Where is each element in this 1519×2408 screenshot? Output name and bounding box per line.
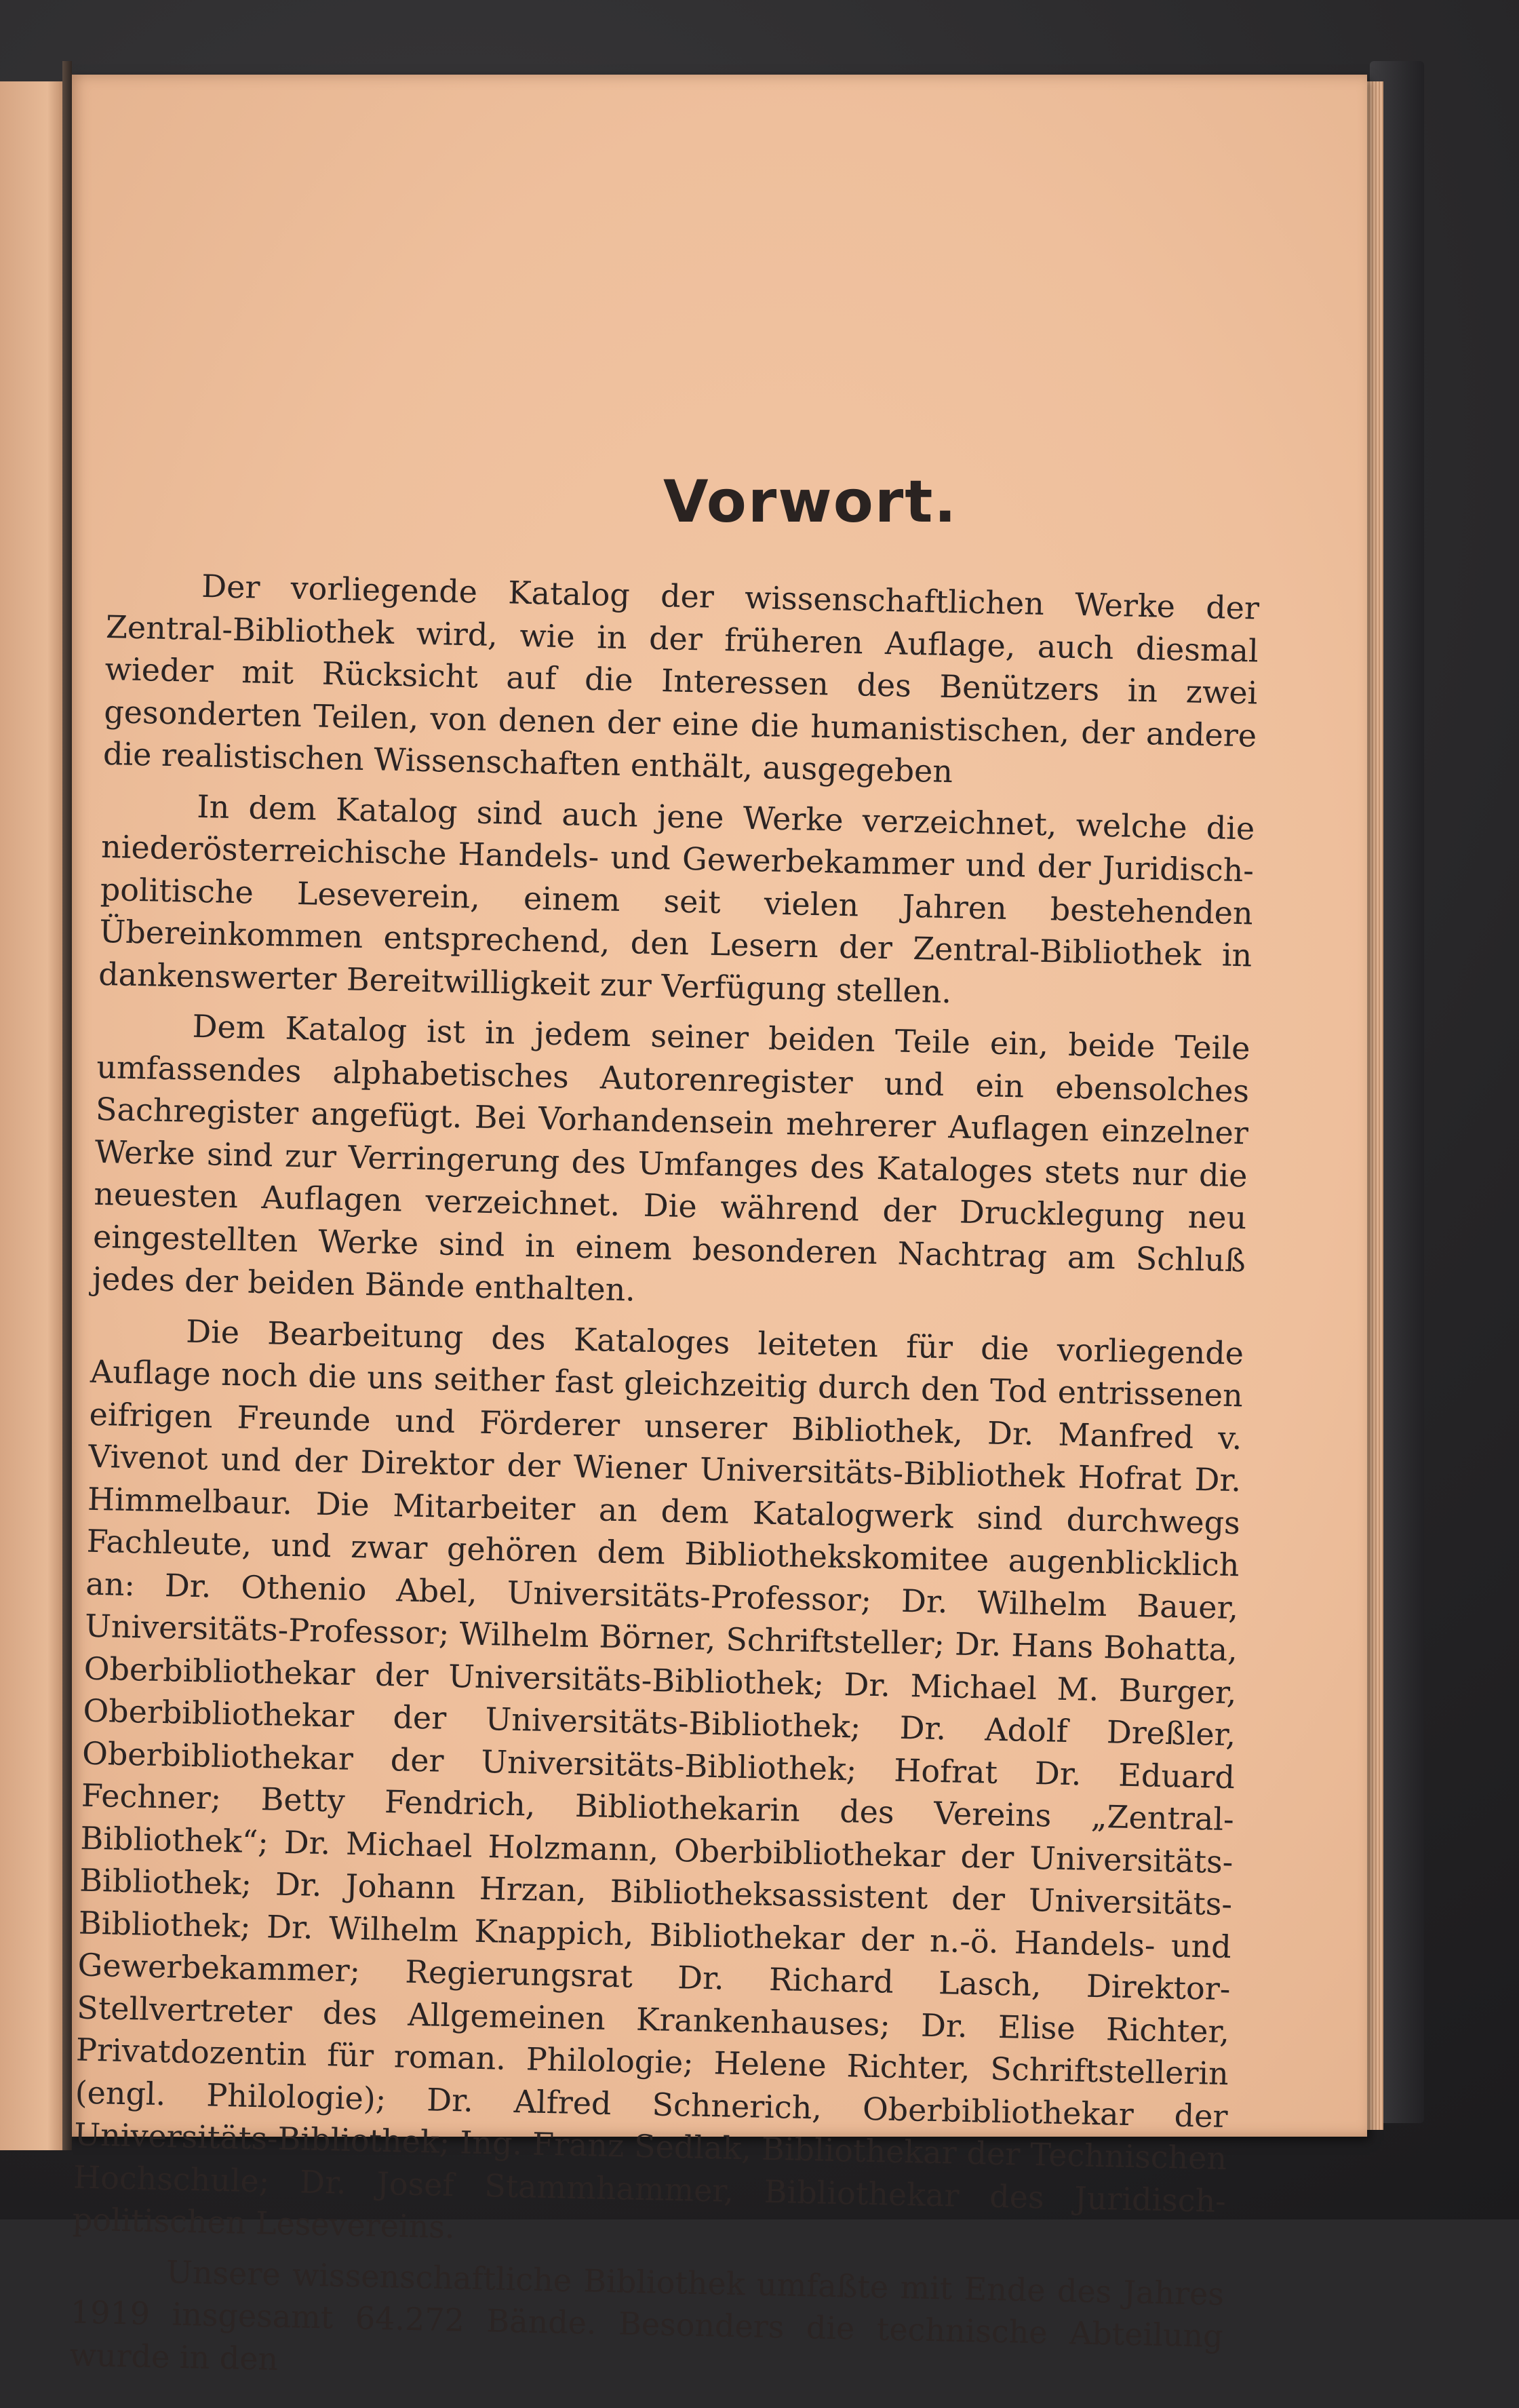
paragraph-1: Der vorliegende Katalog der wissenschaftlichen Werke der Zentral-Bibliothek wird, wie in der früheren Auflage, auch diesmal wieder mit Rücksicht auf die Interessen des Benützers in zwei gesonderten Teilen, von denen der eine die humanistischen, der andere die realistischen Wissenschaften enthält, ausgegeben <box>102 567 1260 790</box>
paragraph-4: Die Bearbeitung des Kataloges leiteten für die vorliegende Auflage noch die uns seither fast gleichzeitig durch den Tod entrissenen eifrigen Freunde und Förderer unserer Bibliothek, Dr. Manfred v. Vivenot und der Direktor der Wiener Universitäts-Bibliothek Hofrat Dr. Himmelbaur. Die Mitarbeiter an dem Katalogwerk sind durchwegs Fachleute, und zwar gehören dem Bibliothekskomitee augenblicklich an: Dr. Othenio Abel, Universitäts-Professor; Dr. Wilhelm Bauer, Universitäts-Professor; Wilhelm Börner, Schriftsteller; Dr. Hans Bohatta, Oberbibliothekar der Universitäts-Bibliothek; Dr. Michael M. Burger, Oberbibliothekar der Universitäts-Bibliothek; Dr. Adolf Dreßler, Oberbibliothekar der Universitäts-Bibliothek; Hofrat Dr. Eduard Fechner; Betty Fendrich, Bibliothekarin des Vereins „Zentral-Bibliothek“; Dr. Michael Holzmann, Oberbibliothekar der Universitäts-Bibliothek; Dr. Johann Hrzan, Bibliotheksassistent der Universitäts-Bibliothek; Dr. Wilhelm Knappich, Bibliothekar der n.-ö. Handels- und Gewerbekammer; Regierungsrat Dr. Richard Lasch, Direktor-Stellvertreter des Allgemeinen Krankenhauses; Dr. Elise Richter, Privatdozentin für roman. Philologie; Helene Richter, Schriftstellerin (engl. Philologie); Dr. Alfred Schnerich, Oberbibliothekar der Universitäts-Bibliothek; Ing. Franz Sedlak, Bibliothekar der Technischen Hochschule; Dr. Josef Stammhammer, Bibliothekar des Juridisch-politischen Lesevereins. <box>72 1313 1244 2246</box>
body-text <box>69 563 1260 2408</box>
paragraph-3: Dem Katalog ist in jedem seiner beiden Teile ein, beide Teile umfassendes alphabetisches Autorenregister und ein ebensolches Sachregister angefügt. Bei Vorhandensein mehrerer Auflagen einzelner Werke sind zur Verringerung des Umfanges des Kataloges stets nur die neuesten Auflagen verzeichnet. Die während der Drucklegung neu eingestellten Werke sind in einem besonderen Nachtrag am Schluß jedes der beiden Bände enthalten. <box>92 1007 1250 1308</box>
left-page-edge <box>0 81 68 2150</box>
paragraph-2: In dem Katalog sind auch jene Werke verzeichnet, welche die niederösterreichische Handels- und Gewerbekammer und der Juridisch-politische Leseverein, einem seit vielen Jahren bestehenden Übereinkommen entsprechend, den Lesern der Zentral-Bibliothek in dankenswerter Bereitwilligkeit zur Verfügung stellen. <box>98 788 1255 1010</box>
paragraph-5: Unsere wissenschaftliche Bibliothek umfaßte mit Ende des Jahres 1919 insgesamt 64.272 Bände. Besonders die technische Abteilung wurde in den <box>69 2253 1225 2377</box>
page-title: Vorwort. <box>663 468 958 536</box>
book-gutter <box>62 61 72 2150</box>
